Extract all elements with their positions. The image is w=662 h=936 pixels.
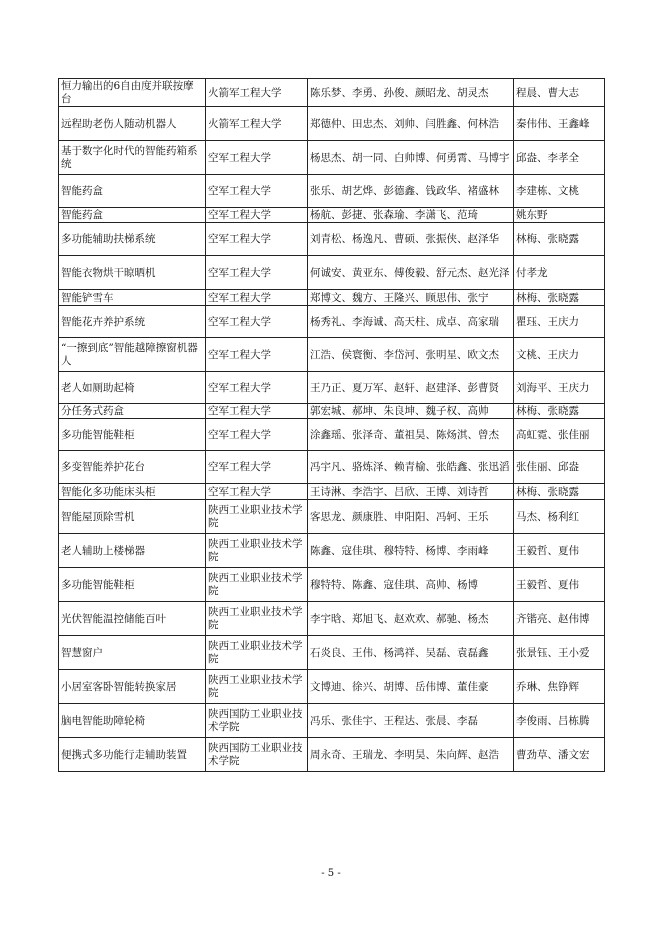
members-cell: 石炎良、王伟、杨鸿祥、吴磊、袁磊鑫 [308,636,514,670]
project-name-cell: 多功能智能鞋柜 [59,568,206,602]
advisor-cell: 付孝龙 [514,256,605,290]
members-cell: 张乐、胡艺烨、彭德鑫、钱政华、褚盛林 [308,175,514,208]
project-name-cell: 智能药盒 [59,175,206,208]
project-name-cell: 智能铲雪车 [59,290,206,306]
table-row [59,306,605,338]
school-cell: 空军工程大学 [206,290,308,306]
members-cell: 江浩、侯寰衡、李岱河、张明星、欧文杰 [308,338,514,372]
advisor-cell: 曹劲草、潘文宏 [514,738,605,772]
table-row [59,79,605,107]
members-cell: 穆特特、陈鑫、寇佳琪、高帅、杨博 [308,568,514,602]
advisor-cell: 邱盎、李孝全 [514,141,605,175]
advisor-cell: 高虹霓、张佳丽 [514,419,605,451]
project-name-cell: 多变智能养护花台 [59,451,206,484]
project-name-cell: 便携式多功能行走辅助装置 [59,738,206,772]
school-cell: 空军工程大学 [206,451,308,484]
advisor-cell: 林梅、张晓露 [514,404,605,419]
project-name-cell: 智慧窗户 [59,636,206,670]
project-name-cell: 小居室客卧智能转换家居 [59,670,206,704]
advisor-cell: 秦伟伟、王鑫峰 [514,107,605,141]
advisor-cell: 文桃、王庆力 [514,338,605,372]
school-cell: 空军工程大学 [206,175,308,208]
school-cell: 陕西工业职业技术学院 [206,568,308,602]
table-row [59,451,605,484]
advisor-cell: 王毅哲、夏伟 [514,534,605,568]
table-row [59,141,605,175]
school-cell: 空军工程大学 [206,372,308,404]
school-cell: 陕西工业职业技术学院 [206,636,308,670]
members-cell: 文博迪、徐兴、胡博、岳伟博、董佳豪 [308,670,514,704]
project-name-cell: 多功能辅助扶梯系统 [59,223,206,256]
school-cell: 陕西工业职业技术学院 [206,534,308,568]
table-row [59,500,605,534]
table-row [59,290,605,306]
project-name-cell: 智能花卉养护系统 [59,306,206,338]
advisor-cell: 李俊雨、吕栋腾 [514,704,605,738]
project-name-cell: 远程助老伤人随动机器人 [59,107,206,141]
members-cell: 冯宇凡、骆炼泽、赖青榆、张皓鑫、张迅滔 [308,451,514,484]
advisor-cell: 乔琳、焦铮辉 [514,670,605,704]
school-cell: 陕西国防工业职业技术学院 [206,704,308,738]
members-cell: 杨思杰、胡一同、白帅博、何勇霄、马博宇 [308,141,514,175]
table-row [59,636,605,670]
school-cell: 空军工程大学 [206,306,308,338]
advisor-cell: 瞿珏、王庆力 [514,306,605,338]
school-cell: 陕西工业职业技术学院 [206,500,308,534]
members-cell: 何诚安、黄亚东、傅俊毅、舒元杰、赵光泽 [308,256,514,290]
advisor-cell: 张佳丽、邱盎 [514,451,605,484]
members-cell: 客思龙、颜康胜、申阳阳、冯轲、王乐 [308,500,514,534]
members-cell: 郑博文、魏方、王隆兴、顾思伟、张宁 [308,290,514,306]
school-cell: 空军工程大学 [206,338,308,372]
table-row [59,372,605,404]
school-cell: 空军工程大学 [206,256,308,290]
advisor-cell: 李建栋、文桃 [514,175,605,208]
table-row [59,223,605,256]
project-name-cell: 光伏智能温控储能百叶 [59,602,206,636]
project-name-cell: 智能屋顶除雪机 [59,500,206,534]
project-name-cell: 脑电智能助障轮椅 [59,704,206,738]
project-name-cell: 分任务式药盒 [59,404,206,419]
advisor-cell: 姚东野 [514,208,605,223]
advisor-cell: 马杰、杨利红 [514,500,605,534]
table-row [59,107,605,141]
table-body [59,79,605,772]
advisor-cell: 齐锴亮、赵伟博 [514,602,605,636]
project-name-cell: 智能药盒 [59,208,206,223]
advisor-cell: 林梅、张晓露 [514,290,605,306]
members-cell: 李宇晗、郑旭飞、赵欢欢、郝驰、杨杰 [308,602,514,636]
table-row [59,175,605,208]
table-row [59,534,605,568]
table-row [59,484,605,500]
members-cell: 杨秀礼、李海诚、高天柱、成卓、高家瑞 [308,306,514,338]
awards-table [58,78,605,772]
members-cell: 周永奇、王瑞龙、李明昊、朱向辉、赵浩 [308,738,514,772]
table-row [59,738,605,772]
advisor-cell: 程晨、曹大志 [514,79,605,107]
members-cell: 刘青松、杨逸凡、曹硕、张振侠、赵泽华 [308,223,514,256]
table-row [59,208,605,223]
school-cell: 陕西工业职业技术学院 [206,670,308,704]
members-cell: 陈乐梦、李勇、孙俊、颜昭龙、胡灵杰 [308,79,514,107]
members-cell: 冯乐、张佳宇、王程达、张晨、李磊 [308,704,514,738]
school-cell: 空军工程大学 [206,484,308,500]
members-cell: 王诗淋、李浩宇、吕欣、王博、刘诗哲 [308,484,514,500]
school-cell: 火箭军工程大学 [206,79,308,107]
advisor-cell: 刘海平、王庆力 [514,372,605,404]
table-row [59,670,605,704]
school-cell: 空军工程大学 [206,404,308,419]
members-cell: 郭宏城、郝坤、朱良坤、魏子权、高帅 [308,404,514,419]
school-cell: 空军工程大学 [206,223,308,256]
school-cell: 火箭军工程大学 [206,107,308,141]
members-cell: 涂鑫瑶、张泽奇、董祖昊、陈炀淇、曾杰 [308,419,514,451]
table-row [59,338,605,372]
school-cell: 陕西国防工业职业技术学院 [206,738,308,772]
members-cell: 郑德仲、田忠杰、刘帅、闫胜鑫、何林浩 [308,107,514,141]
advisor-cell: 林梅、张晓露 [514,484,605,500]
project-name-cell: 老人如厕助起椅 [59,372,206,404]
table-row [59,256,605,290]
members-cell: 杨航、彭捷、张森瑜、李潇飞、范琦 [308,208,514,223]
members-cell: 陈鑫、寇佳琪、穆特特、杨博、李雨峰 [308,534,514,568]
table-row [59,568,605,602]
members-cell: 王乃正、夏万军、赵轩、赵建泽、彭曹贤 [308,372,514,404]
advisor-cell: 张景钰、王小爱 [514,636,605,670]
advisor-cell: 林梅、张晓露 [514,223,605,256]
page-number: - 5 - [321,868,341,879]
school-cell: 空军工程大学 [206,208,308,223]
school-cell: 空军工程大学 [206,141,308,175]
school-cell: 空军工程大学 [206,419,308,451]
project-name-cell: 恒力输出的6自由度并联按摩台 [59,79,206,107]
advisor-cell: 王毅哲、夏伟 [514,568,605,602]
table-row [59,704,605,738]
project-name-cell: 多功能智能鞋柜 [59,419,206,451]
school-cell: 陕西工业职业技术学院 [206,602,308,636]
project-name-cell: 基于数字化时代的智能药箱系统 [59,141,206,175]
project-name-cell: 老人辅助上楼梯器 [59,534,206,568]
table-row [59,404,605,419]
project-name-cell: 智能衣物烘干晾晒机 [59,256,206,290]
project-name-cell: 智能化多功能床头柜 [59,484,206,500]
project-name-cell: “一擦到底”智能越障擦窗机器人 [59,338,206,372]
table-row [59,602,605,636]
table-row [59,419,605,451]
